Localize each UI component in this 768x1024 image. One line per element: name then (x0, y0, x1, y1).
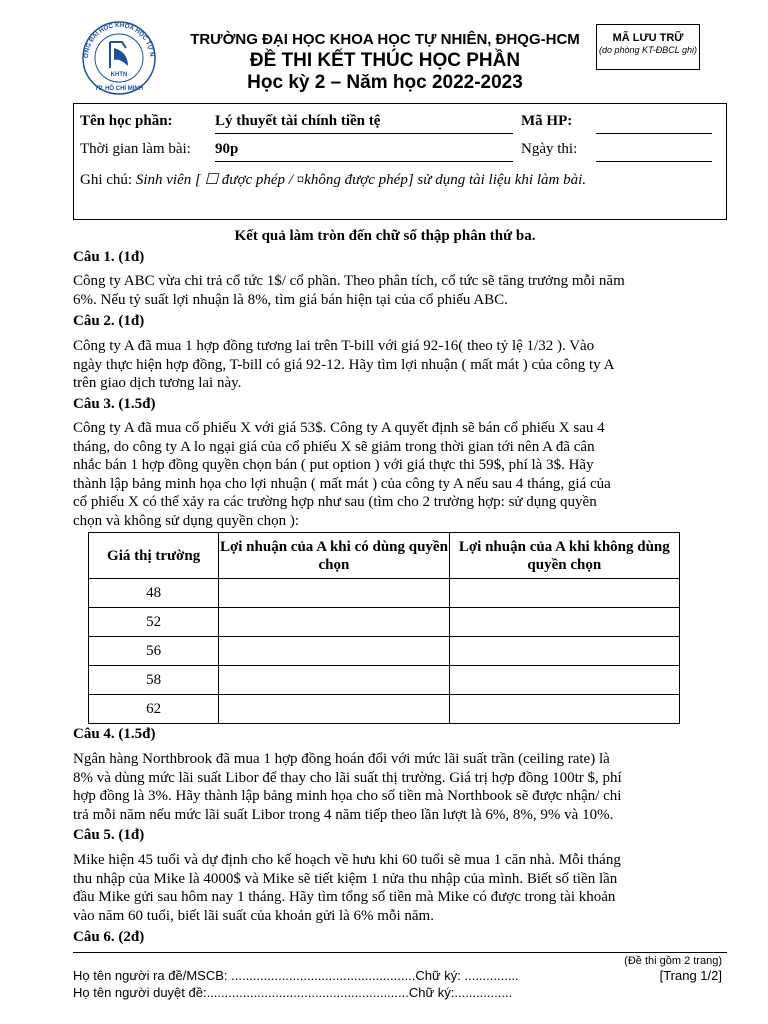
table-cell-price: 58 (89, 666, 219, 695)
archive-code-title: MÃ LƯU TRỮ (612, 32, 684, 44)
exam-date-field (596, 141, 712, 162)
question-2-body (73, 337, 695, 393)
duration-value: 90p (215, 141, 513, 162)
course-label: Tên học phần: (80, 113, 173, 129)
table-cell-price: 52 (89, 608, 219, 637)
question-line: Ngân hàng Northbrook đã mua 1 hợp đồng hoán đổi với mức lãi suất trần (ceiling rate) là (73, 751, 610, 767)
table-cell-empty (449, 608, 679, 637)
table-cell-empty (219, 695, 449, 724)
exam-date-label: Ngày thi: (521, 141, 578, 157)
question-4-body (73, 750, 695, 824)
table-cell-empty (219, 579, 449, 608)
reviewer-signature-line: Họ tên người duyệt đề:........................................................Chữ ký:................ (73, 985, 513, 1000)
table-cell-price: 56 (89, 637, 219, 666)
question-line: trên giao dịch tương lai này. (73, 375, 242, 391)
table-header-cell: Lợi nhuận của A khi không dùng quyền chọn (449, 533, 679, 579)
course-code-label: Mã HP: (521, 113, 573, 129)
question-line: chọn và không sử dụng quyền chọn ): (73, 512, 300, 529)
question-line: Công ty A đã mua 1 hợp đồng tương lai trên T-bill với giá 92-16( theo tỷ lệ 1/32 ). Vào (73, 338, 595, 354)
table-cell-empty (219, 666, 449, 695)
question-6-title: Câu 6. (2đ) (73, 929, 145, 945)
logo-arc-text: ỜNG ĐẠI HỌC KHOA HỌC TỰ N (82, 21, 156, 59)
question-line: hợp đồng là 3%. Hãy thành lập bảng minh họa cho số tiền mà Northbook sẽ được nhận/ chi (73, 788, 622, 804)
course-value: Lý thuyết tài chính tiền tệ (215, 113, 513, 134)
school-name: TRƯỜNG ĐẠI HỌC KHOA HỌC TỰ NHIÊN, ĐHQG-HCM (190, 31, 580, 48)
table-cell-empty (449, 637, 679, 666)
archive-code-note: (do phòng KT-ĐBCL ghi) (598, 45, 698, 55)
exam-note (80, 170, 586, 189)
duration-label: Thời gian làm bài: (80, 141, 191, 157)
table-row (89, 695, 680, 724)
rounding-note: Kết quả làm tròn đến chữ số thập phân thứ ba. (234, 228, 536, 244)
table-row (89, 637, 680, 666)
question-line: 6%. Nếu tỷ suất lợi nhuận là 8%, tìm giá bán hiện tại của cổ phiếu ABC. (73, 291, 508, 308)
table-cell-empty (219, 637, 449, 666)
table-cell-price: 62 (89, 695, 219, 724)
table-cell-empty (219, 608, 449, 637)
table-header-cell: Giá thị trường (89, 533, 219, 579)
question-3-title: Câu 3. (1.5đ) (73, 396, 156, 412)
logo-center-text: KHTN (110, 72, 128, 78)
table-row (89, 608, 680, 637)
exam-note-label: Ghi chú: (80, 172, 133, 188)
question-3-body (73, 419, 695, 530)
question-line: Mike hiện 45 tuổi và dự định cho kế hoạch về hưu khi 60 tuổi sẽ mua 1 căn nhà. Mỗi tháng (73, 852, 621, 868)
question-2-title: Câu 2. (1đ) (73, 313, 145, 329)
question-line: cổ phiếu X có thể xảy ra các trường hợp như sau (tìm cho 2 trường hợp: sử dụng quyền (73, 494, 597, 510)
question-line: Công ty ABC vừa chi trả cổ tức 1$/ cổ phần. Theo phân tích, cổ tức sẽ tăng trưởng mỗi năm (73, 273, 625, 289)
table-cell-empty (449, 666, 679, 695)
page-number: [Trang 1/2] (659, 968, 722, 983)
question-1-body (73, 272, 695, 309)
exam-title: ĐỀ THI KẾT THÚC HỌC PHẦN (249, 50, 521, 71)
question-line: đầu Mike gửi sau hôm nay 1 tháng. Hãy tìm tổng số tiền mà Mike có được trong tài khoản (73, 889, 616, 905)
table-row (89, 666, 680, 695)
question-line: vào năm 60 tuổi, biết lãi suất của khoản gửi là 6% mỗi năm. (73, 907, 434, 924)
question-line: thành lập bảng minh họa cho lợi nhuận ( mất mát ) của công ty A nếu sau 4 tháng, giá của (73, 475, 611, 492)
exam-term: Học kỳ 2 – Năm học 2022-2023 (247, 72, 523, 93)
logo-bottom-text: TP. HỒ CHÍ MINH (94, 86, 144, 92)
question-5-body (73, 851, 695, 925)
table-cell-price: 48 (89, 579, 219, 608)
table-cell-empty (449, 579, 679, 608)
question-line: Công ty A đã mua cổ phiếu X với giá 53$. Công ty A quyết định sẽ bán cổ phiếu X sau 4 (73, 420, 605, 436)
question-1-title: Câu 1. (1đ) (73, 249, 145, 265)
question-5-title: Câu 5. (1đ) (73, 827, 145, 843)
exam-note-text: Sinh viên [ ☐ được phép / ¤không được phép] sử dụng tài liệu khi làm bài. (135, 172, 587, 188)
question-line: nhắc bán 1 hợp đồng quyền chọn bán ( put option ) với giá thực thi 59$, phí là 3$. Hãy (73, 457, 594, 473)
university-logo (74, 18, 164, 98)
question-line: trả mỗi năm nếu mức lãi suất Libor trong 4 năm tiếp theo lần lượt là 6%, 8%, 9% và 10%. (73, 806, 614, 823)
question-line: 8% và dùng mức lãi suất Libor để thay cho lãi suất thị trường. Giá trị hợp đồng 100tr $, phí (73, 769, 622, 786)
question-line: thu nhập của Mike là 4000$ và Mike sẽ tiết kiệm 1 nửa thu nhập của mình. Biết số tiền lần (73, 870, 618, 887)
page-count-note: (Đề thi gồm 2 trang) (624, 955, 722, 967)
table-header-row (89, 533, 680, 579)
question-3-table (88, 532, 680, 724)
table-row (89, 579, 680, 608)
archive-code-box (596, 24, 700, 70)
author-signature-line: Họ tên người ra đề/MSCB: ...................................................Chữ ký: ............... (73, 968, 519, 983)
table-cell-empty (449, 695, 679, 724)
question-line: tháng, do công ty A lo ngại giá của cổ phiếu X sẽ giảm trong thời gian tới nên A đã cân (73, 438, 595, 455)
question-line: ngày thực hiện hợp đồng, T-bill có giá 92-12. Hãy tìm lợi nhuận ( mất mát ) của công ty A (73, 356, 615, 373)
table-header-cell: Lợi nhuận của A khi có dùng quyền chọn (219, 533, 449, 579)
question-4-title: Câu 4. (1.5đ) (73, 726, 156, 742)
footer-divider (73, 952, 727, 953)
course-code-field (596, 113, 712, 134)
